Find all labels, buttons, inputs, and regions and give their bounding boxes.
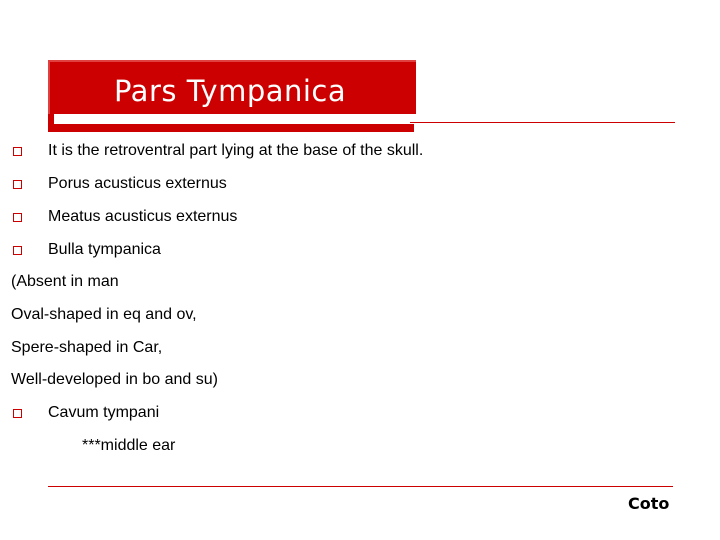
bullet-square-icon bbox=[13, 147, 22, 156]
sub-note: ***middle ear bbox=[82, 437, 176, 454]
bullet-item: Meatus acusticus externus bbox=[48, 208, 238, 225]
bullet-square-icon bbox=[13, 213, 22, 222]
bullet-item: Bulla tympanica bbox=[48, 241, 161, 258]
footer-label: Coto bbox=[628, 494, 670, 513]
bullet-square-icon bbox=[13, 409, 22, 418]
footer-divider-line bbox=[48, 486, 673, 487]
bullet-item: It is the retroventral part lying at the base of the skull. bbox=[48, 142, 424, 159]
bullet-item: Cavum tympani bbox=[48, 404, 160, 421]
title-divider-line bbox=[410, 122, 675, 123]
detail-line: Well-developed in bo and su) bbox=[11, 371, 218, 388]
detail-line: Spere-shaped in Car, bbox=[11, 339, 163, 356]
detail-line: (Absent in man bbox=[11, 273, 119, 290]
bullet-square-icon bbox=[13, 246, 22, 255]
slide-title: Pars Tympanica bbox=[114, 74, 347, 108]
title-shadow-bar bbox=[48, 124, 414, 132]
bullet-square-icon bbox=[13, 180, 22, 189]
detail-line: Oval-shaped in eq and ov, bbox=[11, 306, 197, 323]
bullet-item: Porus acusticus externus bbox=[48, 175, 227, 192]
